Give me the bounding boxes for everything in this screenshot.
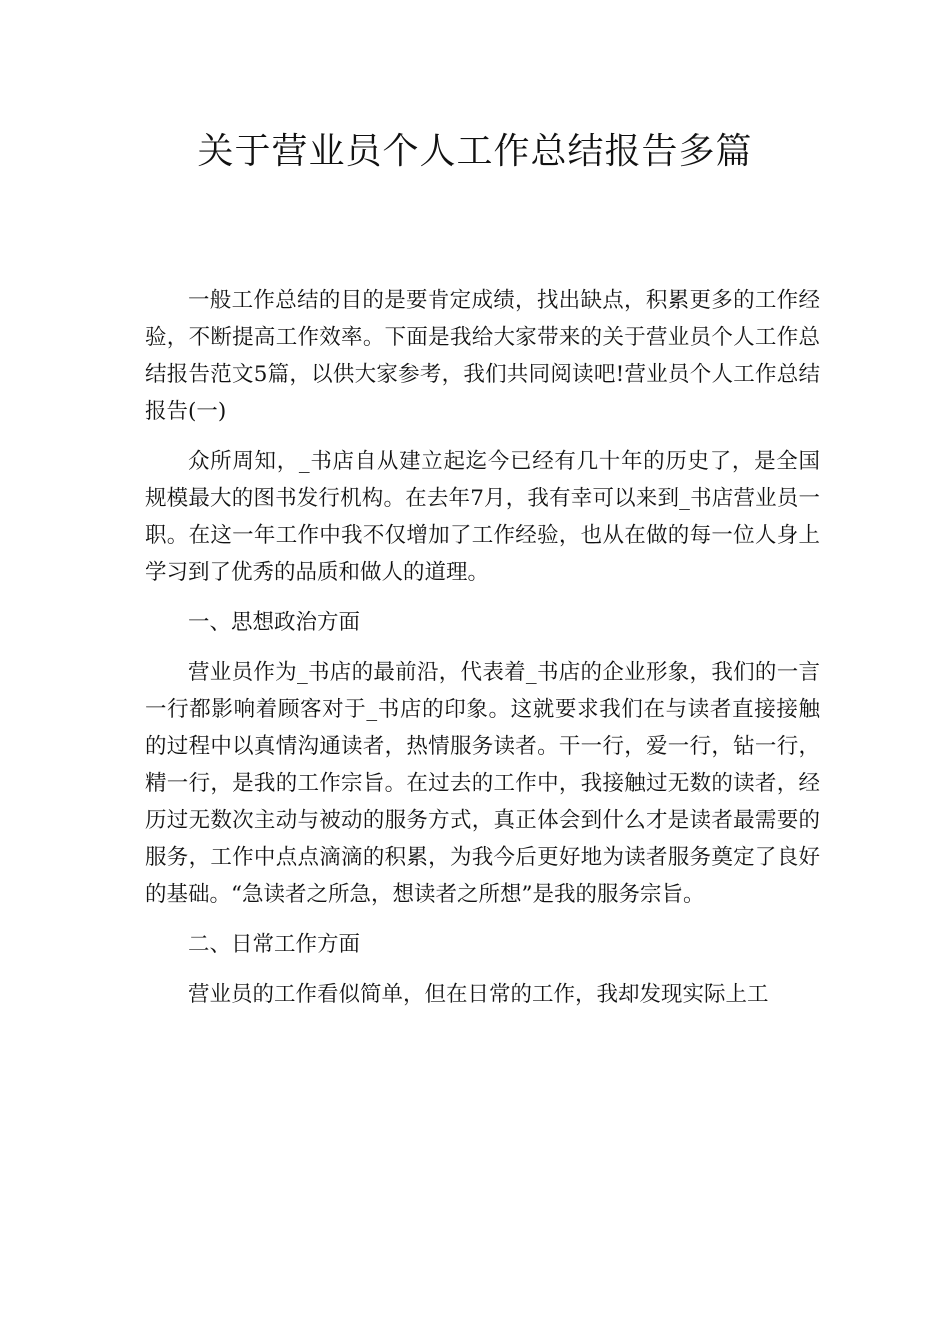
political-paragraph: 营业员作为_书店的最前沿，代表着_书店的企业形象，我们的一言一行都影响着顾客对于_书店的印象。这就要求我们在与读者直接接触的过程中以真情沟通读者，热情服务读者。干一行，爱一行，钻一行，精一行，是我的工作宗旨。在过去的工作中，我接触过无数的读者，经历过无数次主动与被动的服务方式，真正体会到什么才是读者最需要的服务，工作中点点滴滴的积累，为我今后更好地为读者服务奠定了良好的基础。“急读者之所急，想读者之所想”是我的服务宗旨。: [145, 660, 820, 907]
document-body: [145, 282, 820, 1026]
background-paragraph: 众所周知，_书店自从建立起迄今已经有几十年的历史了，是全国规模最大的图书发行机构。在去年7月，我有幸可以来到_书店营业员一职。在这一年工作中我不仅增加了工作经验，也从在做的每一位人身上学习到了优秀的品质和做人的道理。: [145, 449, 820, 585]
intro-paragraph: 一般工作总结的目的是要肯定成绩，找出缺点，积累更多的工作经验，不断提高工作效率。下面是我给大家带来的关于营业员个人工作总结报告范文5篇，以供大家参考，我们共同阅读吧!营业员个人工作总结报告(一): [145, 288, 820, 424]
section-heading-political: 一、思想政治方面: [188, 610, 361, 635]
daily-work-paragraph: 营业员的工作看似简单，但在日常的工作，我却发现实际上工: [188, 982, 769, 1007]
document-title: 关于营业员个人工作总结报告多篇: [197, 131, 753, 172]
section-heading-daily-work: 二、日常工作方面: [188, 932, 361, 957]
